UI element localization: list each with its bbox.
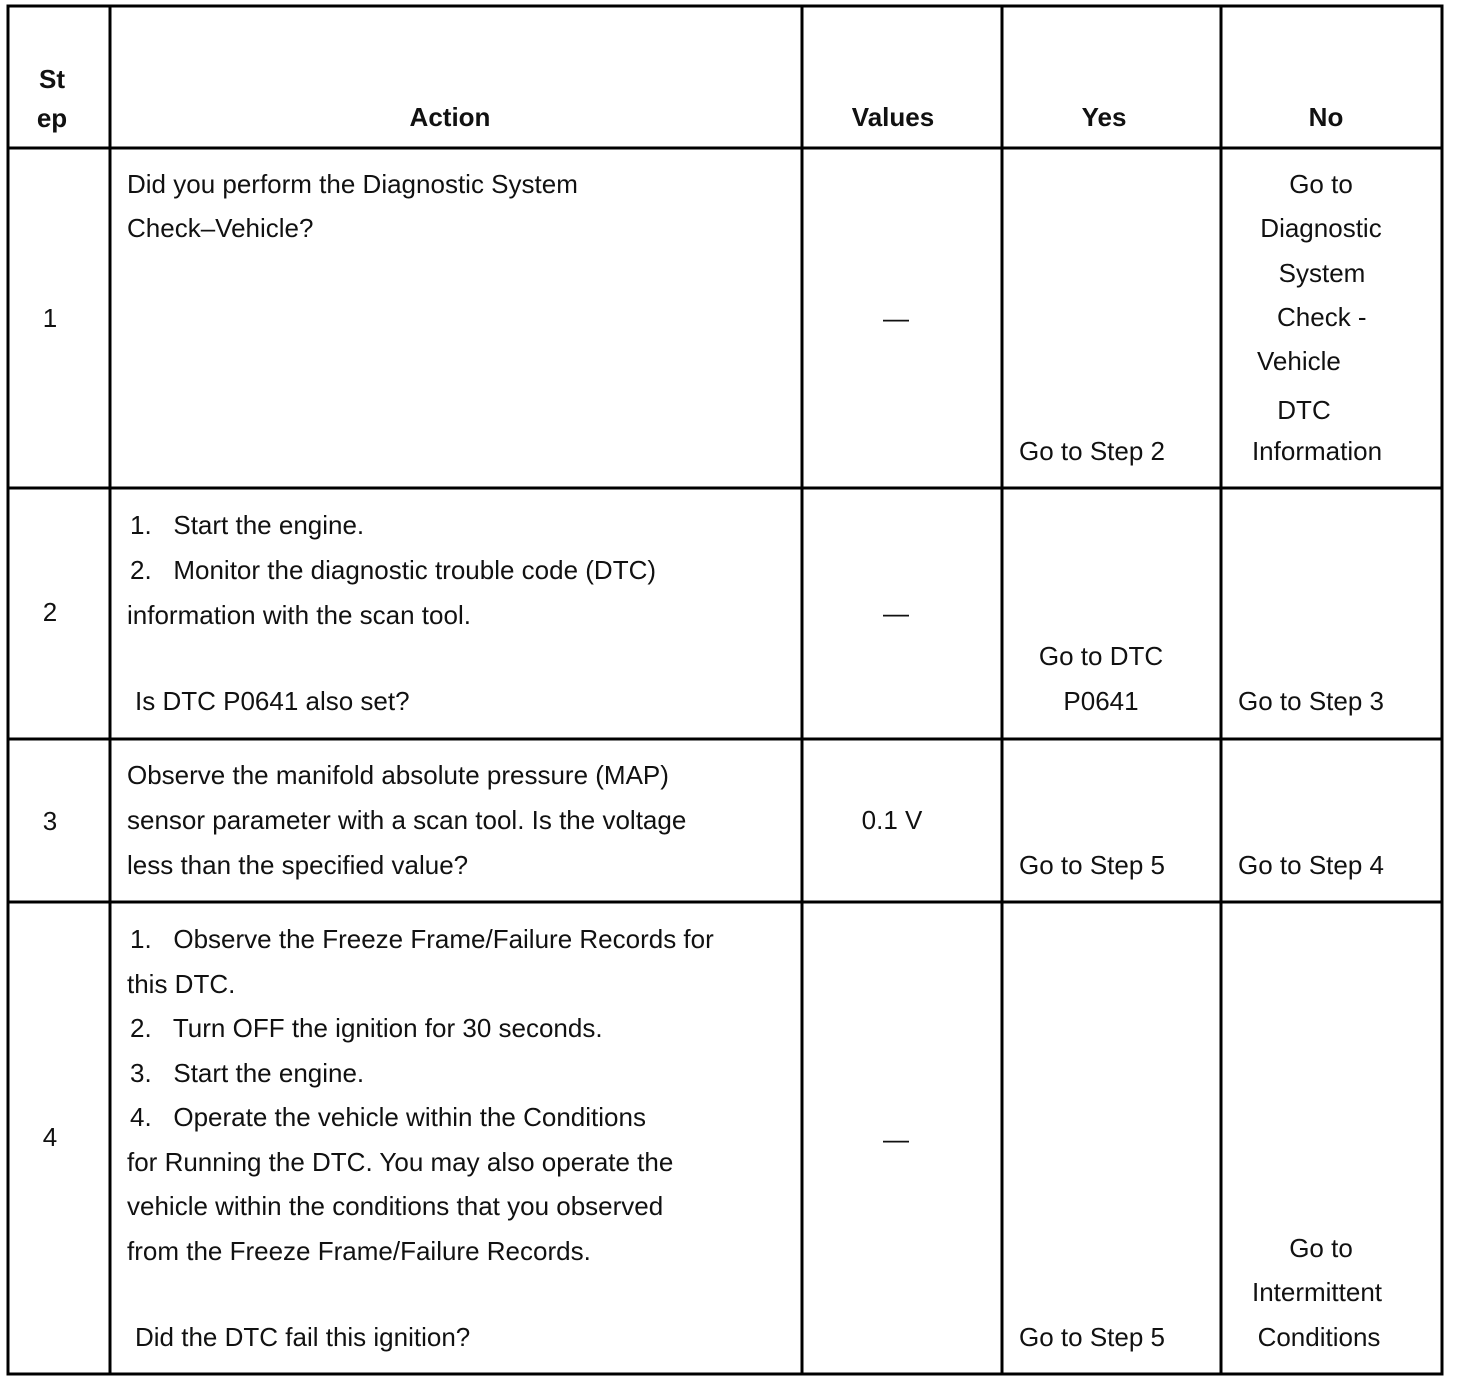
no-cell-line: Go to: [1289, 1233, 1353, 1263]
action-question: Is DTC P0641 also set?: [135, 686, 410, 716]
header-step-line1: St: [39, 64, 65, 94]
header-yes: Yes: [1081, 102, 1127, 132]
action-line: 1. Start the engine.: [130, 510, 365, 540]
action-line: this DTC.: [127, 969, 236, 999]
value-cell: —: [883, 303, 909, 333]
action-line: sensor parameter with a scan tool. Is the voltage: [127, 805, 687, 835]
no-cell-line: Go to Step 4: [1238, 850, 1384, 880]
yes-cell-line: Go to Step 2: [1019, 436, 1165, 466]
no-cell-line: System: [1278, 258, 1366, 288]
header-step-line2: ep: [36, 103, 68, 133]
action-line: 2. Turn OFF the ignition for 30 seconds.: [130, 1013, 603, 1043]
action-question: Did the DTC fail this ignition?: [135, 1322, 471, 1352]
step-number: 2: [42, 597, 58, 627]
action-line: 1. Observe the Freeze Frame/Failure Records for: [130, 924, 714, 954]
step-number: 1: [42, 303, 58, 333]
action-line: Check–Vehicle?: [127, 213, 314, 243]
yes-cell-line: Go to Step 5: [1019, 850, 1165, 880]
no-cell-line: Vehicle: [1257, 346, 1341, 376]
action-line: 2. Monitor the diagnostic trouble code (DTC): [130, 555, 657, 585]
action-line: Observe the manifold absolute pressure (MAP): [127, 760, 669, 790]
step-number: 3: [42, 806, 58, 836]
no-cell-line: Intermittent: [1251, 1277, 1383, 1307]
action-line: vehicle within the conditions that you observed: [127, 1191, 664, 1221]
action-line: 4. Operate the vehicle within the Conditions: [130, 1102, 646, 1132]
no-cell-line: Conditions: [1257, 1322, 1381, 1352]
no-cell-line: DTC: [1277, 395, 1331, 425]
yes-cell-line: P0641: [1063, 686, 1139, 716]
yes-cell-line: Go to DTC: [1038, 641, 1164, 671]
header-values: Values: [851, 102, 935, 132]
value-cell: —: [883, 598, 909, 628]
action-line: from the Freeze Frame/Failure Records.: [127, 1236, 591, 1266]
no-cell-line: Check -: [1277, 302, 1367, 332]
action-line: for Running the DTC. You may also operate the: [127, 1147, 674, 1177]
action-line: 3. Start the engine.: [130, 1058, 365, 1088]
step-number: 4: [42, 1122, 58, 1152]
no-cell-line: Go to: [1289, 169, 1353, 199]
value-cell: 0.1 V: [861, 805, 923, 835]
action-line: less than the specified value?: [127, 850, 469, 880]
no-cell-line: Diagnostic: [1260, 213, 1382, 243]
yes-cell-line: Go to Step 5: [1019, 1322, 1165, 1352]
header-no: No: [1308, 102, 1344, 132]
action-line: Did you perform the Diagnostic System: [127, 169, 578, 199]
value-cell: —: [883, 1124, 909, 1154]
header-action: Action: [409, 102, 491, 132]
no-cell-line: Go to Step 3: [1238, 686, 1384, 716]
action-line: information with the scan tool.: [127, 600, 471, 630]
no-cell-line: Information: [1251, 436, 1383, 466]
